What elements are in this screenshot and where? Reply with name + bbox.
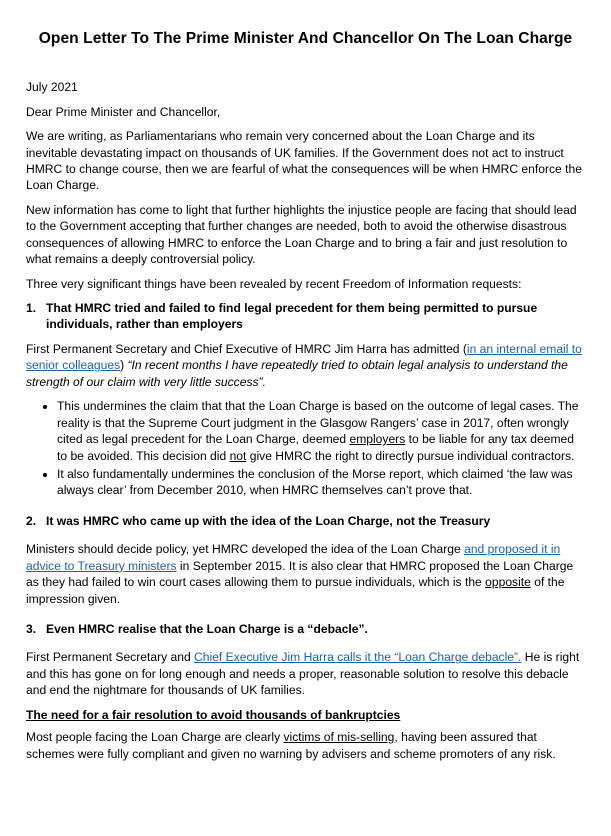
- section-1-bullets: [26, 398, 585, 499]
- section-1-paragraph: [26, 341, 585, 390]
- section-2-text-end: of the impression given.: [26, 575, 565, 606]
- treasury-advice-link[interactable]: and proposed it in advice to Treasury ministers: [26, 542, 561, 573]
- bullet-1-employers: employers: [349, 432, 406, 447]
- section-2-paragraph: [26, 541, 585, 607]
- bullet-1-text-b: to be liable for any tax deemed to be avoided. This decision did: [57, 432, 575, 463]
- section-3-title: Even HMRC realise that the Loan Charge is a “debacle”.: [46, 622, 368, 637]
- salutation: Dear Prime Minister and Chancellor,: [26, 104, 221, 119]
- fair-resolution-text-end: , having been assured that schemes were fully compliant and given no warning by advisers and scheme promoters of any risk.: [26, 730, 556, 761]
- fair-resolution-heading: The need for a fair resolution to avoid thousands of bankruptcies: [26, 707, 401, 722]
- section-2-text-mid: in September 2015. It is also clear that HMRC proposed the Loan Charge as they had failed to win court cases allowing them to pursue individuals, which is the: [26, 558, 574, 590]
- section-2-number: 2.: [26, 513, 37, 528]
- letter-title: Open Letter To The Prime Minister And Chancellor On The Loan Charge: [38, 30, 573, 47]
- bullet-1-text-a: This undermines the claim that that the Loan Charge is based on the outcome of legal cases. The reality is that the Supreme Court judgment in the Glasgow Rangers’ case in 2017, often wrongly cited as legal precedent for the Loan Charge, deemed: [57, 399, 579, 447]
- section-1-heading: [26, 300, 585, 333]
- fair-resolution-text-start: Most people facing the Loan Charge are clearly: [26, 730, 284, 745]
- section-3-paragraph: [26, 649, 585, 698]
- letter-date: July 2021: [26, 80, 78, 95]
- mis-selling-text: victims of mis-selling: [283, 730, 395, 745]
- section-1-title: That HMRC tried and failed to find legal precedent for them being permitted to pursue individuals, rather than employers: [46, 301, 538, 332]
- section-3-heading: [26, 621, 585, 637]
- paragraph-intro: We are writing, as Parliamentarians who remain very concerned about the Loan Charge and its inevitable devastating impact on thousands of UK families. If the Government does not act to instruct HMRC to change course, then we are fearful of what the consequences will be when HMRC enforce the Loan Charge.: [26, 129, 582, 193]
- section-1-number: 1.: [26, 301, 37, 316]
- bullet-1-not: not: [229, 448, 247, 463]
- internal-email-link[interactable]: in an internal email to senior colleagues: [26, 341, 582, 373]
- section-3-number: 3.: [26, 622, 37, 637]
- section-2-text-start: Ministers should decide policy, yet HMRC developed the idea of the Loan Charge: [26, 542, 465, 557]
- debacle-link[interactable]: Chief Executive Jim Harra calls it the “Loan Charge debacle”.: [194, 650, 522, 665]
- section-2-heading: [26, 513, 585, 529]
- section-3-text-start: First Permanent Secretary and: [26, 650, 195, 665]
- section-2-opposite: opposite: [485, 575, 531, 590]
- section-2-title: It was HMRC who came up with the idea of the Loan Charge, not the Treasury: [46, 513, 491, 528]
- list-item: • It also fundamentally undermines the conclusion of the Morse report, which claimed ‘the law was always clear’ from December 2010, when HMRC themselves can’t prove that.: [57, 466, 585, 499]
- fair-resolution-paragraph: [26, 729, 585, 762]
- section-1-text-mid: ): [120, 358, 128, 373]
- harra-quote: “In recent months I have repeatedly tried to obtain legal analysis to understand the strength of our claim with very little success”.: [26, 358, 568, 389]
- list-item: [57, 398, 585, 464]
- paragraph-foi: Three very significant things have been revealed by recent Freedom of Information requests:: [26, 276, 522, 291]
- bullet-1-text-c: give HMRC the right to directly pursue individual contractors.: [246, 448, 575, 463]
- paragraph-new-information: New information has come to light that further highlights the injustice people are facing that should lead to the Government accepting that further changes are needed, both to avoid the otherwise disastrous consequences of allowing HMRC to enforce the Loan Charge and to bring a fair and just resolution to what remains a deeply controversial policy.: [26, 202, 577, 267]
- section-3-text-end: He is right and this has gone on for long enough and needs a proper, reasonable solution to resolve this debacle and end the nightmare for thousands of UK families.: [26, 650, 580, 698]
- section-1-text-start: First Permanent Secretary and Chief Executive of HMRC Jim Harra has admitted (: [26, 341, 467, 356]
